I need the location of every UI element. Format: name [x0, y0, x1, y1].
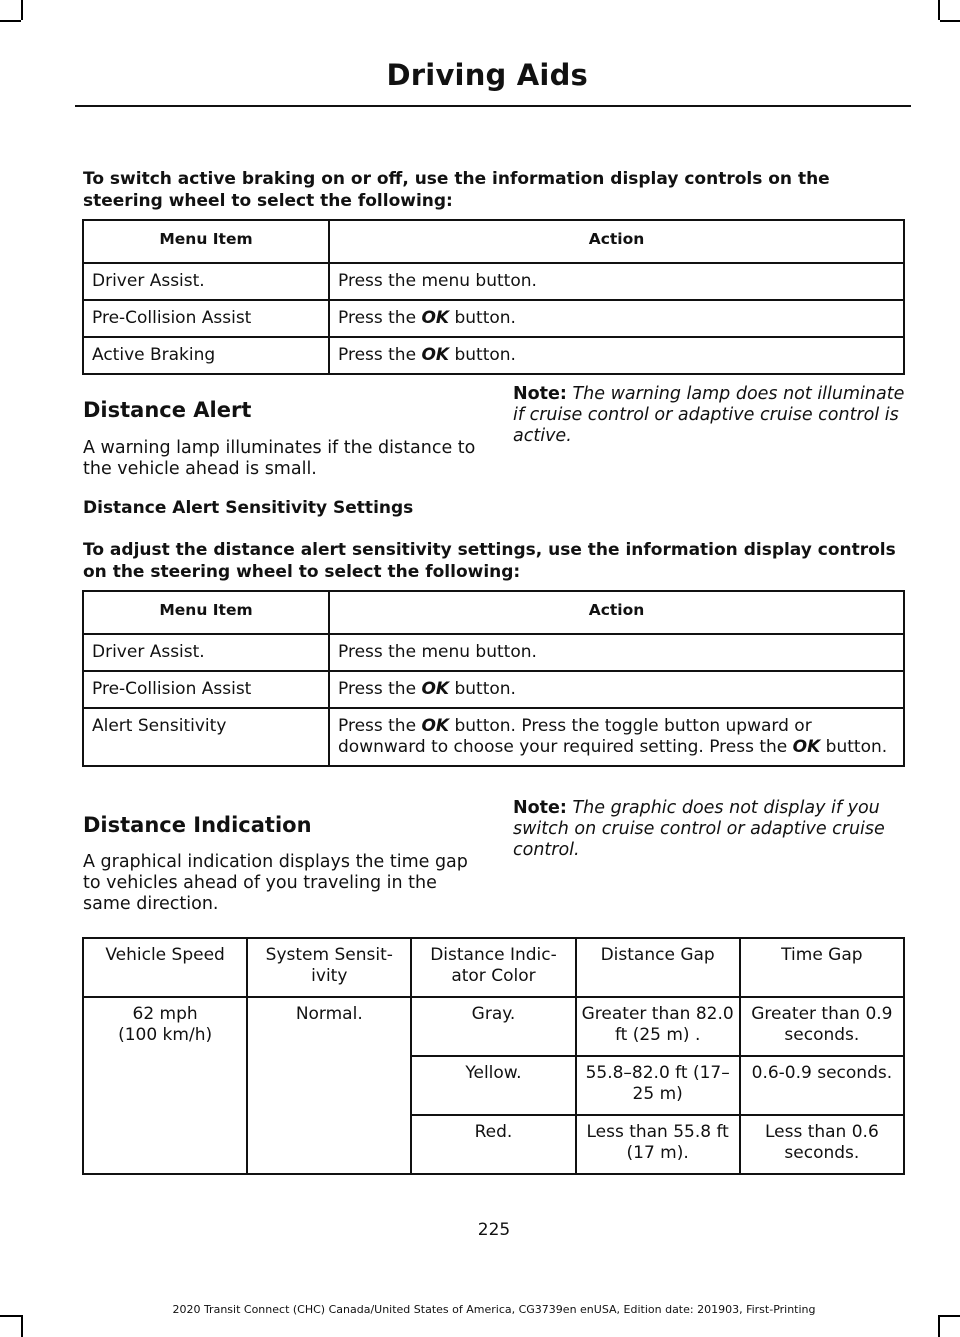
column-header: Distance Indic-ator Color — [411, 938, 575, 997]
note-text: The graphic does not display if you switch on cruise control or adaptive cruise control. — [513, 798, 885, 860]
distance-indication-note — [513, 798, 908, 861]
color-cell: Red. — [411, 1115, 575, 1174]
ok-button-label: OK — [421, 308, 450, 328]
color-cell: Gray. — [411, 997, 575, 1056]
footer-text: 2020 Transit Connect (CHC) Canada/United States of America, CG3739en enUSA, Edition date: 201903, First-Printing — [172, 1303, 816, 1316]
table-row — [83, 300, 904, 337]
crop-mark — [938, 0, 940, 20]
column-header: Distance Gap — [576, 938, 740, 997]
column-header: Time Gap — [740, 938, 904, 997]
column-header: Action — [329, 591, 904, 634]
table-row — [83, 263, 904, 300]
column-header: Action — [329, 220, 904, 263]
table-row — [83, 997, 904, 1056]
active-braking-intro: To switch active braking on or off, use the information display controls on the steering wheel to select the following: — [83, 169, 830, 211]
table-row — [83, 708, 904, 766]
ok-button-label: OK — [792, 737, 821, 757]
ok-button-label: OK — [421, 345, 450, 365]
distance-alert-note — [513, 384, 908, 447]
menu-item-cell: Pre-Collision Assist — [83, 300, 329, 337]
crop-mark — [0, 20, 21, 22]
color-cell: Yellow. — [411, 1056, 575, 1115]
menu-item-cell: Driver Assist. — [83, 263, 329, 300]
ok-button-label: OK — [421, 679, 450, 699]
sensitivity-cell: Normal. — [247, 997, 411, 1174]
ok-button-label: OK — [421, 716, 450, 736]
menu-item-cell: Active Braking — [83, 337, 329, 374]
action-cell — [329, 300, 904, 337]
action-text: Press the — [338, 679, 422, 699]
action-cell — [329, 263, 904, 300]
action-cell — [329, 337, 904, 374]
action-text: button. Press the toggle button upward or downward to choose your required setting. Press the — [338, 716, 812, 757]
action-text: Press the — [338, 716, 422, 736]
table-header-row — [83, 938, 904, 997]
action-cell — [329, 671, 904, 708]
action-text: Press the menu button. — [338, 271, 537, 291]
distance-alert-heading: Distance Alert — [83, 398, 252, 422]
sensitivity-table — [82, 590, 905, 767]
crop-mark — [21, 1315, 23, 1337]
distance-indication-heading: Distance Indication — [83, 813, 312, 837]
crop-mark — [21, 0, 23, 20]
distance-alert-text: A warning lamp illuminates if the distance to the vehicle ahead is small. — [83, 438, 476, 479]
table-row — [83, 671, 904, 708]
action-cell — [329, 634, 904, 671]
sensitivity-heading: Distance Alert Sensitivity Settings — [83, 498, 414, 518]
column-header: Menu Item — [83, 591, 329, 634]
note-label: Note: — [513, 798, 567, 818]
sensitivity-intro: To adjust the distance alert sensitivity settings, use the information display controls on the steering wheel to select the following: — [83, 540, 896, 582]
crop-mark — [938, 1315, 940, 1337]
distance-indication-text: A graphical indication displays the time gap to vehicles ahead of you traveling in the same direction. — [83, 852, 468, 914]
distance-indication-table — [82, 937, 905, 1175]
header-divider — [75, 105, 911, 107]
action-text: Press the menu button. — [338, 642, 537, 662]
note-text: The warning lamp does not illuminate if cruise control or adaptive cruise control is active. — [513, 384, 905, 446]
column-header: Vehicle Speed — [83, 938, 247, 997]
action-cell — [329, 708, 904, 766]
gap-cell: Greater than 82.0 ft (25 m) . — [576, 997, 740, 1056]
action-text: Press the — [338, 345, 422, 365]
gap-cell: Less than 55.8 ft (17 m). — [576, 1115, 740, 1174]
note-label: Note: — [513, 384, 567, 404]
active-braking-table — [82, 219, 905, 375]
column-header: System Sensit-ivity — [247, 938, 411, 997]
time-cell: Greater than 0.9 seconds. — [740, 997, 904, 1056]
action-text: button. — [820, 737, 888, 757]
gap-cell: 55.8–82.0 ft (17–25 m) — [576, 1056, 740, 1115]
table-header-row — [83, 220, 904, 263]
page-number: 225 — [477, 1220, 511, 1240]
action-text: button. — [449, 345, 516, 365]
action-text: button. — [449, 679, 516, 699]
vehicle-speed-cell: 62 mph (100 km/h) — [83, 997, 247, 1174]
time-cell: Less than 0.6 seconds. — [740, 1115, 904, 1174]
menu-item-cell: Alert Sensitivity — [83, 708, 329, 766]
crop-mark — [940, 20, 960, 22]
action-text: Press the — [338, 308, 422, 328]
time-cell: 0.6-0.9 seconds. — [740, 1056, 904, 1115]
table-row — [83, 337, 904, 374]
action-text: button. — [449, 308, 516, 328]
menu-item-cell: Driver Assist. — [83, 634, 329, 671]
table-row — [83, 634, 904, 671]
table-header-row — [83, 591, 904, 634]
column-header: Menu Item — [83, 220, 329, 263]
page-title: Driving Aids — [386, 58, 588, 92]
menu-item-cell: Pre-Collision Assist — [83, 671, 329, 708]
